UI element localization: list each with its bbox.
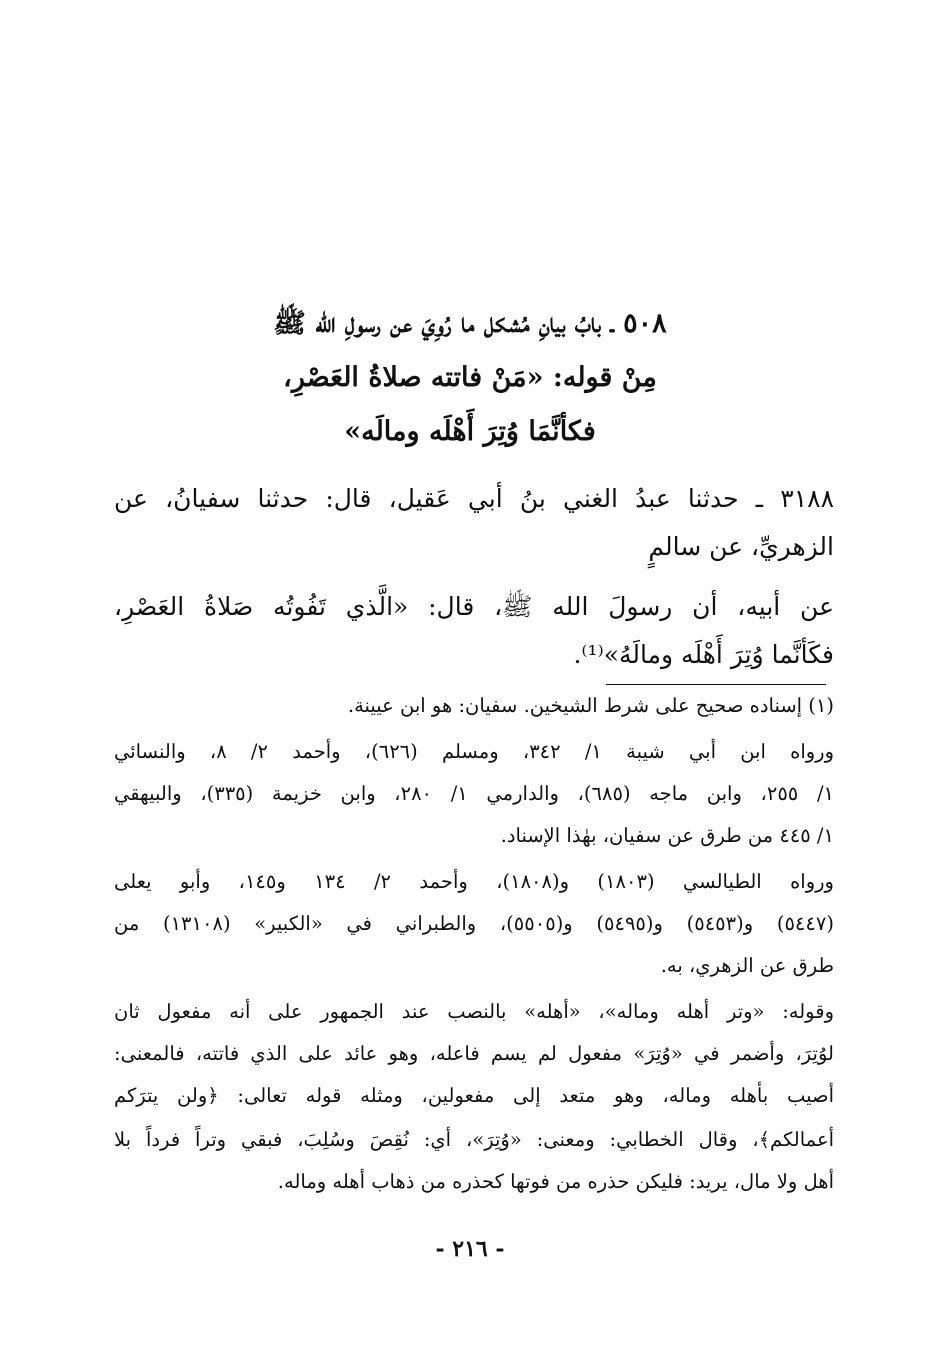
chapter-heading-line-2: مِنْ قوله: «مَنْ فاتته صلاةُ العَصْرِ، [283, 362, 657, 393]
footnote-line-10: أصيب بأهله وماله، وهو متعد إلى مفعولين، ومثله قوله تعالى: ﴿ولن يترَكم [114, 1084, 834, 1107]
footnote-line-8: وقوله: «وتر أهله وماله»، «أهله» بالنصب عند الجمهور على أنه مفعول ثان [114, 1000, 834, 1023]
footnote-line-3: ١/ ٢٥٥، وابن ماجه (٦٨٥)، والدارمي ١/ ٢٨٠، وابن خزيمة (٣٣٥)، والبيهقي [114, 782, 834, 805]
footnote-line-5: ورواه الطيالسي (١٨٠٣) و(١٨٠٨)، وأحمد ٢/ ١٣٤ و١٤٥، وأبو يعلى [114, 870, 834, 893]
footnote-line-12: أهل ولا مال، يريد: فليكن حذره من فوتها كحذره من ذهاب أهله وماله. [277, 1170, 834, 1193]
chapter-heading-line-1: ٥٠٨ ـ بابُ بيانِ مُشكل ما رُوِيَ عن رسولِ الله ﷺ [273, 308, 667, 339]
hadith-line-1: ٣١٨٨ ـ حدثنا عبدُ الغني بنُ أبي عَقيل، قال: حدثنا سفيانُ، عن [114, 484, 834, 513]
footnote-line-7: طرق عن الزهري، به. [660, 954, 834, 977]
hadith-line-4: فكَأنَّما وُتِرَ أَهْلَه ومالَهُ»⁽¹⁾. [573, 640, 834, 669]
footnote-line-11: أعمالكم﴾، وقال الخطابي: ومعنى: «وُتِرَ»، أي: نُقِصَ وسُلِبَ، فبقي وتراً فرداً بلا [114, 1128, 834, 1151]
footnote-line-4: ١/ ٤٤٥ من طرق عن سفيان، بهٰذا الإسناد. [500, 824, 834, 847]
hadith-line-3: عن أبيه، أن رسولَ الله ﷺ، قال: «الَّذي تَفُوتُه صَلاةُ العَصْرِ، [114, 592, 834, 621]
footnote-line-6: (٥٤٤٧) و(٥٤٥٣) و(٥٤٩٥) و(٥٥٠٥)، والطبراني في «الكبير» (١٣١٠٨) من [114, 912, 834, 935]
footnote-line-1: (١) إسناده صحيح على شرط الشيخين. سفيان: هو ابن عيينة. [347, 694, 834, 717]
footnote-line-2: ورواه ابن أبي شيبة ١/ ٣٤٢، ومسلم (٦٢٦)، وأحمد ٢/ ٨، والنسائي [114, 740, 835, 763]
footnote-line-9: لوُتِرَ، وأضمر في «وُتِرَ» مفعول لم يسم فاعله، وهو عائد على الذي فاتته، فالمعنى: [114, 1042, 834, 1065]
page-number: - ٢١٦ - [435, 1236, 505, 1262]
footnote-separator [606, 684, 826, 685]
hadith-line-2: الزهريِّ، عن سالمٍ [648, 532, 834, 561]
chapter-heading-line-3: فكأنَّمَا وُتِرَ أَهْلَه ومالَه» [344, 416, 596, 447]
